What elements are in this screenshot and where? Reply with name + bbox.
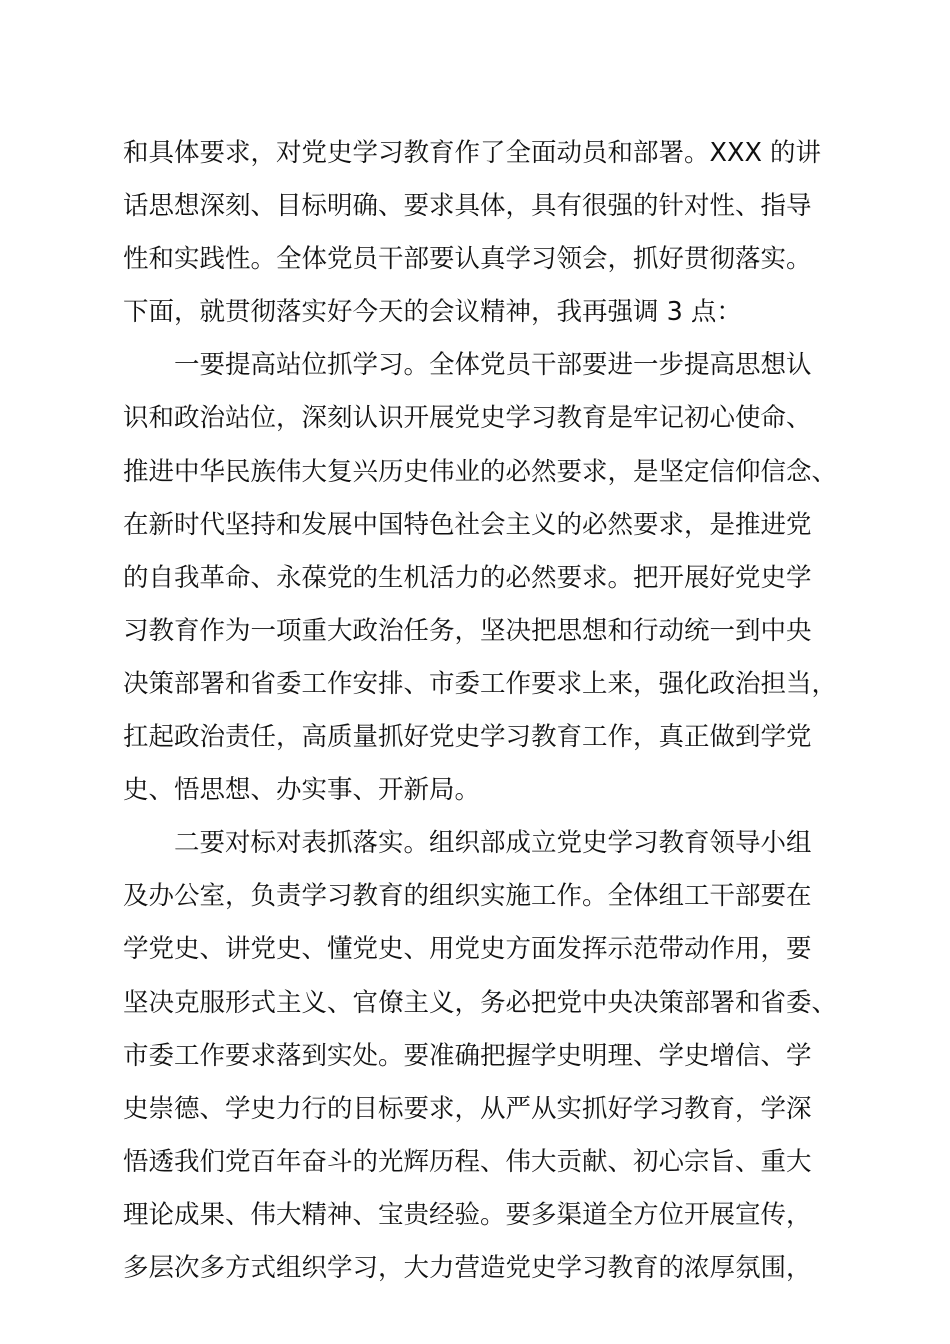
- paragraph-1-start: 一要提高站位抓学习。全体党员干部要进一步提高思想认: [174, 350, 812, 381]
- text-line-7: 推进中华民族伟大复兴历史伟业的必然要求，是坚定信仰信念、: [123, 456, 838, 487]
- text-line-13: 史、悟思想、办实事、开新局。: [123, 775, 481, 806]
- text-line-8: 在新时代坚持和发展中国特色社会主义的必然要求，是推进党: [123, 509, 812, 540]
- text-line-12: 扛起政治责任，高质量抓好党史学习教育工作，真正做到学党: [123, 722, 812, 753]
- text-line-17: 坚决克服形式主义、官僚主义，务必把党中央决策部署和省委、: [123, 987, 838, 1018]
- text-line-2: 话思想深刻、目标明确、要求具体，具有很强的针对性、指导: [123, 191, 812, 222]
- text-line-20: 悟透我们党百年奋斗的光辉历程、伟大贡献、初心宗旨、重大: [123, 1146, 812, 1177]
- text-line-22: 多层次多方式组织学习，大力营造党史学习教育的浓厚氛围，: [123, 1252, 812, 1283]
- text-line-6: 识和政治站位，深刻认识开展党史学习教育是牢记初心使命、: [123, 403, 812, 434]
- body-text: [123, 127, 843, 1295]
- text-line-11: 决策部署和省委工作安排、市委工作要求上来，强化政治担当，: [123, 668, 838, 699]
- text-line-4: 下面，就贯彻落实好今天的会议精神，我再强调 3 点：: [123, 297, 742, 328]
- paragraph-2-start: 二要对标对表抓落实。组织部成立党史学习教育领导小组: [174, 828, 812, 859]
- text-line-21: 理论成果、伟大精神、宝贵经验。要多渠道全方位开展宣传，: [123, 1199, 812, 1230]
- text-line-15: 及办公室，负责学习教育的组织实施工作。全体组工干部要在: [123, 881, 812, 912]
- text-line-19: 史崇德、学史力行的目标要求，从严从实抓好学习教育，学深: [123, 1093, 812, 1124]
- text-line-16: 学党史、讲党史、懂党史、用党史方面发挥示范带动作用，要: [123, 934, 812, 965]
- text-line-9: 的自我革命、永葆党的生机活力的必然要求。把开展好党史学: [123, 562, 812, 593]
- text-line-10: 习教育作为一项重大政治任务，坚决把思想和行动统一到中央: [123, 615, 812, 646]
- text-line-1: 和具体要求，对党史学习教育作了全面动员和部署。XXX 的讲: [123, 138, 822, 168]
- text-line-3: 性和实践性。全体党员干部要认真学习领会，抓好贯彻落实。: [123, 244, 812, 275]
- text-line-18: 市委工作要求落到实处。要准确把握学史明理、学史增信、学: [123, 1040, 812, 1071]
